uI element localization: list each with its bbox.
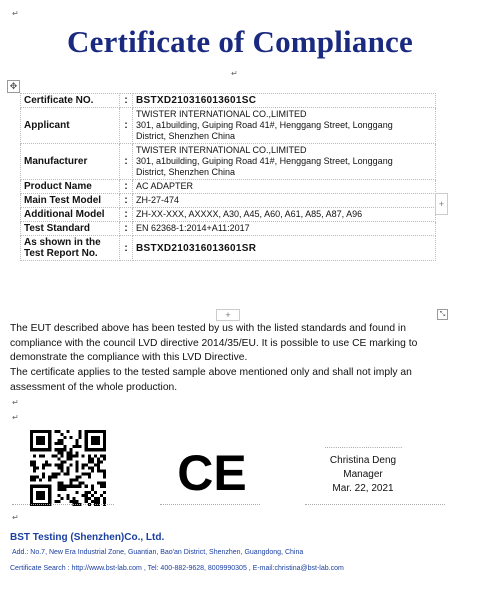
- row-value-line: TWISTER INTERNATIONAL CO.,LIMITED: [136, 145, 307, 155]
- row-value: [133, 180, 436, 194]
- row-value: [133, 194, 436, 208]
- row-label: Additional Model: [21, 208, 120, 222]
- svg-text:CE: CE: [177, 447, 247, 495]
- row-label: Main Test Model: [21, 194, 120, 208]
- row-colon: :: [120, 208, 133, 222]
- qr-code: [30, 430, 106, 506]
- row-value-line: District, Shenzhen China: [136, 131, 236, 141]
- table-row: [21, 180, 436, 194]
- table-row: [21, 194, 436, 208]
- row-value: [133, 236, 436, 261]
- row-label: Applicant: [21, 108, 120, 144]
- certificate-search-info: Certificate Search : http://www.bst-lab.com , Tel: 400-882-9628, 8009990305 , E-mail:christina@bst-lab.com: [10, 565, 344, 572]
- paragraph-mark: ↵: [12, 513, 19, 522]
- row-value: [133, 144, 436, 180]
- table-resize-handle[interactable]: ⤡: [437, 309, 448, 320]
- row-colon: :: [120, 108, 133, 144]
- row-value: [133, 208, 436, 222]
- row-label: Test Standard: [21, 222, 120, 236]
- signature-block: [313, 440, 413, 496]
- table-row: [21, 94, 436, 108]
- divider: [160, 504, 260, 505]
- divider: [12, 504, 114, 505]
- paragraph-mark: ↵: [12, 398, 19, 407]
- row-value-line: BSTXD210316013601SC: [136, 95, 257, 106]
- ce-mark: [177, 447, 247, 495]
- paragraph-mark: ↵: [12, 9, 19, 18]
- table-row: [21, 108, 436, 144]
- signer-name: Christina Deng: [329, 455, 397, 466]
- row-value-line: 301, a1building, Guiping Road 41#, Henggang Street, Longgang: [136, 120, 393, 130]
- row-label: Product Name: [21, 180, 120, 194]
- row-value: [133, 94, 436, 108]
- row-colon: :: [120, 194, 133, 208]
- row-value-line: ZH-27-474: [136, 195, 180, 205]
- row-colon: :: [120, 144, 133, 180]
- signature-date: Mar. 22, 2021: [332, 483, 394, 494]
- row-colon: :: [120, 94, 133, 108]
- divider: [305, 504, 445, 505]
- scope-statement: The certificate applies to the tested sample above mentioned only and shall not imply an assessment of the whole production.: [10, 367, 412, 393]
- row-value-line: District, Shenzhen China: [136, 167, 236, 177]
- company-name: BST Testing (Shenzhen)Co., Ltd.: [10, 532, 165, 543]
- row-colon: :: [120, 222, 133, 236]
- row-value-line: EN 62368-1:2014+A11:2017: [136, 223, 250, 233]
- compliance-statement: The EUT described above has been tested by us with the listed standards and found in compliance with the council LVD directive 2014/35/EU. It is possible to use CE marking to demonstrate the compliance with this LVD Directive.: [10, 323, 418, 363]
- table-row: [21, 208, 436, 222]
- row-value-line: 301, a1building, Guiping Road 41#, Henggang Street, Longgang: [136, 156, 393, 166]
- table-row: [21, 222, 436, 236]
- row-value: [133, 222, 436, 236]
- certificate-table: [20, 93, 436, 261]
- paragraph-mark: ↵: [231, 69, 238, 78]
- company-address: Add.: No.7, New Era Industrial Zone, Guantian, Bao'an District, Shenzhen, Guangdong, China: [12, 549, 304, 556]
- paragraph-mark: ↵: [12, 413, 19, 422]
- add-row-button[interactable]: +: [216, 309, 240, 321]
- certificate-title: Certificate of Compliance: [67, 24, 413, 59]
- add-column-button[interactable]: +: [435, 193, 448, 215]
- row-label: Certificate NO.: [21, 94, 120, 108]
- row-value-line: TWISTER INTERNATIONAL CO.,LIMITED: [136, 109, 307, 119]
- row-label: As shown in the Test Report No.: [21, 236, 120, 261]
- table-row: [21, 236, 436, 261]
- table-row: [21, 144, 436, 180]
- row-value-line: BSTXD210316013601SR: [136, 242, 257, 254]
- row-value: [133, 108, 436, 144]
- signature-line: ………………………………: [324, 443, 402, 450]
- row-colon: :: [120, 236, 133, 261]
- row-value-line: ZH-XX-XXX, AXXXX, A30, A45, A60, A61, A85, A87, A96: [136, 209, 363, 219]
- row-label: Manufacturer: [21, 144, 120, 180]
- signer-role: Manager: [343, 469, 383, 480]
- row-colon: :: [120, 180, 133, 194]
- table-move-handle[interactable]: ✥: [7, 80, 20, 93]
- row-value-line: AC ADAPTER: [136, 181, 194, 191]
